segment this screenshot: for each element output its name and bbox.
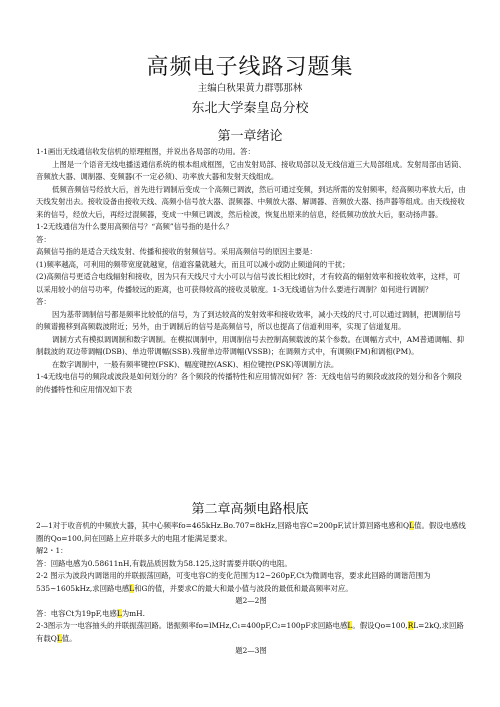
paragraph: 1-1画出无线通信收发信机的原理框图，并说出各局部的功用。答： (36, 147, 255, 156)
paragraph: (2)高频信号更适合电线辐射和接收，因为只有天线尺寸大小可以与信号波长相比较时，才有较高的辐射效率和接收效率，这样，可以采用较小的信号功率，传播较远的距离，也可获得较高的接收灵敏度。1-3无线通信为什么要进行凋制？如何进行调制？ (36, 272, 461, 294)
highlight: L (347, 621, 353, 630)
paragraph: 低频音频信号经放大后，首先进行调制后变成一个高频已调波，然后可通过变频，到达所需的发射频率，经高频功率放大后，由天线发射出去。接收设备由接收天线、高频小信号放大器、混频器、中频放大器、解调器、音频放大器、扬声器等组成。由天线接收来的信号，经放大后，再经过混频器，变成一中频已调波，然后检波，恢复出原来的信息，经低频功放放大后，驱动扬声器。 (36, 184, 466, 219)
figure-caption: 题2—2图 (235, 596, 267, 605)
paragraph: 上图是一个语音无线电播送通信系统的根本组成框图，它由发射局部、接收局部以及无线信道三大局部组成。发射局部由话筒、音频放大器、调制器、变频器(不一定必须)、功率放大器和发射天线组成。 (36, 159, 466, 181)
paragraph: 1-2无线通信为什么要用高频信号？“高频”信号指的是什么？ (36, 222, 233, 231)
problem-2-1: 2—1对于收音机的中频放大器，其中心频率fo=465kHz.Bo.707=8kHz,回路电容C=200pF,试计算回路电感和QL值。假设电感线圈的Qo=100,问在回路上应并联多大的电阻才能满足要求。 (36, 521, 466, 543)
editors-line: 主编白秋果黄力群鄂那林 (197, 83, 303, 94)
paragraph: 因为基带调制信号都是频率比较低的信号，为了到达较高的发射效率和接收效率，减小天线的尺寸,可以通过调制，把调制信号的频谱搬移到高频载波附近；另外，由于调制后的信号是高频信号，所以也提高了信道利用率，实现了信道复用。 (36, 309, 461, 331)
problem-2-3: 2-3图示为一电容抽头的并联振荡回路。谐振频率fo=lMHz,C₁=400pF,C₂=100pF求回路电感L。假设Qo=100,RL=2kQ,求回路有载QL值。 (36, 621, 464, 643)
highlight: L (56, 633, 62, 643)
paragraph: 答： (36, 234, 51, 244)
chapter1-body (36, 146, 466, 396)
paragraph: 在数字调制中，一般有频率键控(FSK)、幅度键控(ASK)、相位键控(PSK)等调制方法。 (52, 359, 339, 369)
document-title: 高频电子线路习题集 (146, 55, 354, 80)
chapter2-body (36, 520, 466, 658)
chapter2-heading: 第二章高频电路根底 (191, 502, 309, 517)
paragraph: 1-4无线电信号的频段或波段是如何划分的？各个频段的传播特性和应用情况如何？答：无线电信号的频段或波段的划分和各个频段的传播特性和应用情况如下表 (36, 372, 462, 394)
answer-2-1: 答：回路电感为0.58611nH,有载品质因数为58.125,这时需要并联Q的电阻。 (36, 558, 292, 568)
highlight: L (116, 608, 122, 618)
school-name: 东北大学秦皇岛分校 (191, 101, 309, 116)
paragraph: 答： (36, 297, 51, 306)
chapter1-heading: 第一章绪论 (217, 129, 283, 144)
paragraph: 高频信号指的是适合天线发射、传播和接收的射频信号。采用高频信号的原因主要是： (36, 247, 317, 256)
highlight: L (129, 583, 135, 593)
solution-label: 解2・1： (36, 546, 68, 555)
paragraph: (1)频率越高，可利用的频带宽度就越宽，信道容量就越大，而且可以减小或防止频道间的干扰； (36, 259, 350, 269)
highlight: R (407, 621, 414, 630)
figure-caption: 题2—3图 (235, 646, 267, 655)
highlight: L (409, 521, 415, 530)
problem-2-2: 2-2 图示为波段内调谐用的并联振荡回路，可变电容C的变化范围为12~260pF,Ct为微调电容，要求此回路的调谐范围为535~1605kHz,求回路电感L和G的值，并要求C的最大和最小值与波段的最低和最高频率对应。 (36, 571, 431, 593)
paragraph: 调制方式有模拟调调制和数字调制。在模拟调制中，用调制信号去控制高频载波的某个参数。在调幅方式中，AM普通调幅、抑制载波的双边带调幅(DSB)、单边带调幅(SSB).残留单边带调幅(VSSB)；在调频方式中，有调频(FM)和调相(PM)。 (36, 334, 465, 356)
answer-2-2: 答：电容Ct为19pF,电感L为mH. (36, 608, 145, 618)
